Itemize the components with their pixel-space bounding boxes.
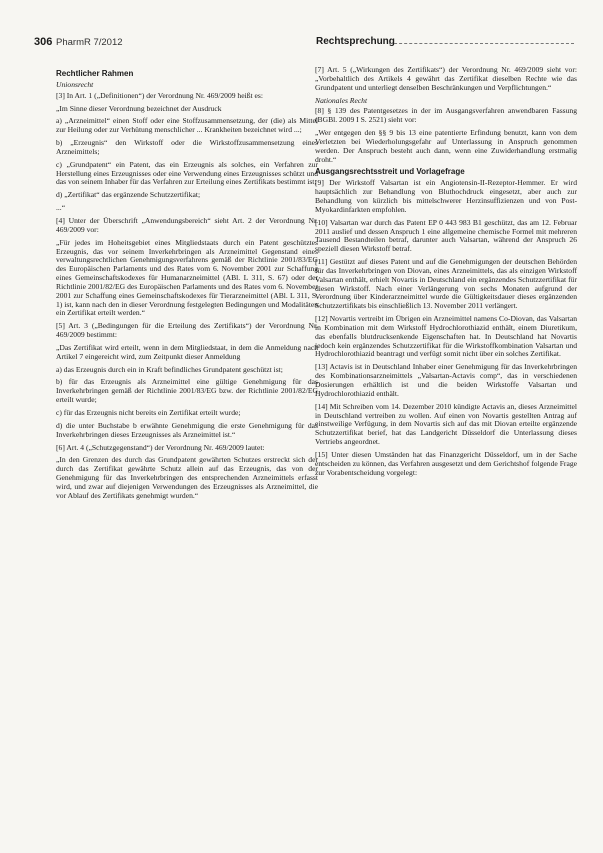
quote-6: „In den Grenzen des durch das Grundpatent gewährten Schutzes erstreckt sich der durch das Zertifikat gewährte Schutz allein auf das Erzeugnis, das von der Genehmigung für das Inverkehrbringen des entsprechenden Arzneimittels erfasst wird, und zwar auf diejenigen Verwendungen des Erzeugnisses als Arzneimittel, die vor Ablauf des Zertifikats genehmigt wurden.“ <box>56 455 318 500</box>
quote-5-a: a) das Erzeugnis durch ein in Kraft befindliches Grundpatent geschützt ist; <box>56 364 283 374</box>
quote-3-a: a) „Arzneimittel“ einen Stoff oder eine Stoffzusammensetzung, der (die) als Mittel zur Heilung oder zur Verhütung menschlicher ... Krankheiten bezeichnet wird ...; <box>56 116 318 135</box>
subheading-union-law: Unionsrecht <box>56 79 94 89</box>
heading-dispute: Ausgangsrechtsstreit und Vorlagefrage <box>315 167 465 177</box>
quote-5-d: d) die unter Buchstabe b erwähnte Genehmigung die erste Genehmigung für das Inverkehrbringen dieses Erzeugnisses als Arzneimittel ist.“ <box>56 420 318 439</box>
paragraph-13: [13] Actavis ist in Deutschland Inhaber einer Genehmigung für das Inverkehrbringen des Kombinationsarzneimittels „Valsartan-Actavis comp“, das in verschiedenen Dosierungen erhältlich ist und die beiden Wirkstoffe Valsartan und Hydrochlorothiazid enthält. <box>315 362 577 398</box>
heading-legal-framework: Rechtlicher Rahmen <box>56 69 134 78</box>
paragraph-11: [11] Gestützt auf dieses Patent und auf die Genehmigungen der deutschen Behörden für das Inverkehrbringen von Diovan, eines Arzneimittels, das als einzigen Wirkstoff Valsartan enthält, erhielt Novartis in Deutschland ein ergänzendes Schutzzertifikat für diesen Wirkstoff. Nach einer Verlängerung von sechs Monaten aufgrund der Verordnung über Kinderarzneimittel wurde die Gültigkeitsdauer dieses ergänzenden Schutzzertifikats bis einschließlich 13. November 2011 verlängert. <box>315 257 577 311</box>
paragraph-6: [6] Art. 4 („Schutzgegenstand“) der Verordnung Nr. 469/2009 lautet: <box>56 442 265 452</box>
paragraph-7: [7] Art. 5 („Wirkungen des Zertifikats“) der Verordnung Nr. 469/2009 sieht vor: „Vorbehaltlich des Artikels 4 gewährt das Zertifikat dieselben Rechte wie das Grundpatent und unterliegt denselben Beschränkungen und Verpflichtungen.“ <box>315 65 577 92</box>
quote-5-c: c) für das Erzeugnis nicht bereits ein Zertifikat erteilt wurde; <box>56 408 241 417</box>
paragraph-4: [4] Unter der Überschrift „Anwendungsbereich“ sieht Art. 2 der Verordnung Nr. 469/2009 vor: <box>56 215 318 234</box>
quote-3-b: b) „Erzeugnis“ den Wirkstoff oder die Wirkstoffzusammensetzung eines Arzneimittels; <box>56 138 318 156</box>
left-column <box>56 66 318 505</box>
page-number: 306 <box>34 36 53 48</box>
quote-5-b: b) für das Erzeugnis als Arzneimittel eine gültige Genehmigung für das Inverkehrbringen gemäß der Richtlinie 2001/83/EG bzw. der Richtlinie 2001/82/EG erteilt wurde; <box>56 377 318 405</box>
paragraph-3: [3] In Art. 1 („Definitionen“) der Verordnung Nr. 469/2009 heißt es: <box>56 90 263 100</box>
paragraph-5: [5] Art. 3 („Bedingungen für die Erteilung des Zertifikats“) der Verordnung Nr. 469/2009 bestimmt: <box>56 321 318 340</box>
page-header <box>34 36 574 54</box>
quote-4: „Für jedes im Hoheitsgebiet eines Mitgliedstaats durch ein Patent geschütztes Erzeugnis, das vor seinem Inverkehrbringen als Arzneimittel Gegenstand eines verwaltungsrechtlichen Genehmigungsverfahrens gemäß der Richtlinie 2001/83/EG des Europäischen Parlaments und des Rates vom 6. November 2001 zur Schaffung eines Gemeinschaftskodexes für Humanarzneimittel (ABl. L 311, S. 67) oder der Richtlinie 2001/82/EG des Europäischen Parlaments und des Rates vom 6. November 2001 zur Schaffung eines Gemeinschaftskodexes für Tierarzneimittel (ABl. L 311, S. 1) ist, kann nach den in dieser Verordnung festgelegten Bedingungen und Modalitäten ein Zertifikat erteilt werden.“ <box>56 237 318 318</box>
header-rule <box>389 43 574 44</box>
paragraph-10: [10] Valsartan war durch das Patent EP 0 443 983 B1 geschützt, das am 12. Februar 2011 auslief und dessen Anspruch 1 eine allgemeine chemische Formel mit mehreren Tausend Bestandteilen betraf, darunter auch Valsartan, während der Anspruch 26 speziell diesen Wirkstoff betraf. <box>315 217 577 254</box>
journal-reference: PharmR 7/2012 <box>56 37 123 48</box>
quote-3-c: c) „Grundpatent“ ein Patent, das ein Erzeugnis als solches, ein Verfahren zur Herstellung eines Erzeugnisses oder eine Verwendung eines Erzeugnisses schützt und das von seinem Inhaber für das Verfahren zur Erteilung eines Zertifikats bestimmt ist; <box>56 159 318 187</box>
paragraph-14: [14] Mit Schreiben vom 14. Dezember 2010 kündigte Actavis an, dieses Arzneimittel in Deutschland vertreiben zu wollen. Auf einen von Novartis gestellten Antrag auf einstweilige Verfügung, in dem Novartis sich auf das mit Diovan erteilte ergänzende Schutzzertifikat berief, hat das Landgericht Düsseldorf die Unterlassung dieses Vertriebs angeordnet. <box>315 401 577 447</box>
paragraph-12: [12] Novartis vertreibt im Übrigen ein Arzneimittel namens Co-Diovan, das Valsartan in Kombination mit dem Wirkstoff Hydrochlorothiazid enthält, einem Diuretikum, das ebenfalls blutdrucksenkende Eigenschaften hat. In Deutschland hat Novartis jedoch kein ergänzendes Schutzzertifikat für die Wirkstoffkombination Valsartan und Hydrochlorothiazid beantragt und verfügt somit nicht über ein solches Zertifikat. <box>315 314 577 359</box>
quote-3-end: ...“ <box>56 203 66 213</box>
quote-3-intro: „Im Sinne dieser Verordnung bezeichnet der Ausdruck <box>56 103 222 113</box>
quote-8: „Wer entgegen den §§ 9 bis 13 eine patentierte Erfindung benutzt, kann von dem Verletzten bei Wiederholungsgefahr auf Unterlassung in Anspruch genommen werden. Der Anspruch besteht auch dann, wenn eine Zuwiderhandlung erstmalig droht.“ <box>315 128 577 164</box>
right-column <box>315 66 577 481</box>
section-title: Rechtsprechung <box>316 36 395 47</box>
paragraph-9: [9] Der Wirkstoff Valsartan ist ein Angiotensin-II-Rezeptor-Hemmer. Er wird hauptsächlich zur Behandlung von Bluthochdruck eingesetzt, aber auch zur Behandlung von kürzlich bis mittelschwerer Herzinsuffizienzen und von Post-Myokardinfarkten empfohlen. <box>315 178 577 214</box>
quote-5-intro: „Das Zertifikat wird erteilt, wenn in dem Mitgliedstaat, in dem die Anmeldung nach Artikel 7 eingereicht wird, zum Zeitpunkt dieser Anmeldung <box>56 342 318 361</box>
paragraph-15: [15] Unter diesen Umständen hat das Finanzgericht Düsseldorf, um in der Sache entscheiden zu können, das Verfahren ausgesetzt und dem Gerichtshof folgende Frage zur Vorabentscheidung vorgelegt: <box>315 449 577 477</box>
quote-3-d: d) „Zertifikat“ das ergänzende Schutzzertifikat; <box>56 190 201 200</box>
subheading-national-law: Nationales Recht <box>315 95 368 105</box>
paragraph-8: [8] § 139 des Patentgesetzes in der im Ausgangsverfahren anwendbaren Fassung (BGBl. 2009 I S. 2521) sieht vor: <box>315 106 577 125</box>
